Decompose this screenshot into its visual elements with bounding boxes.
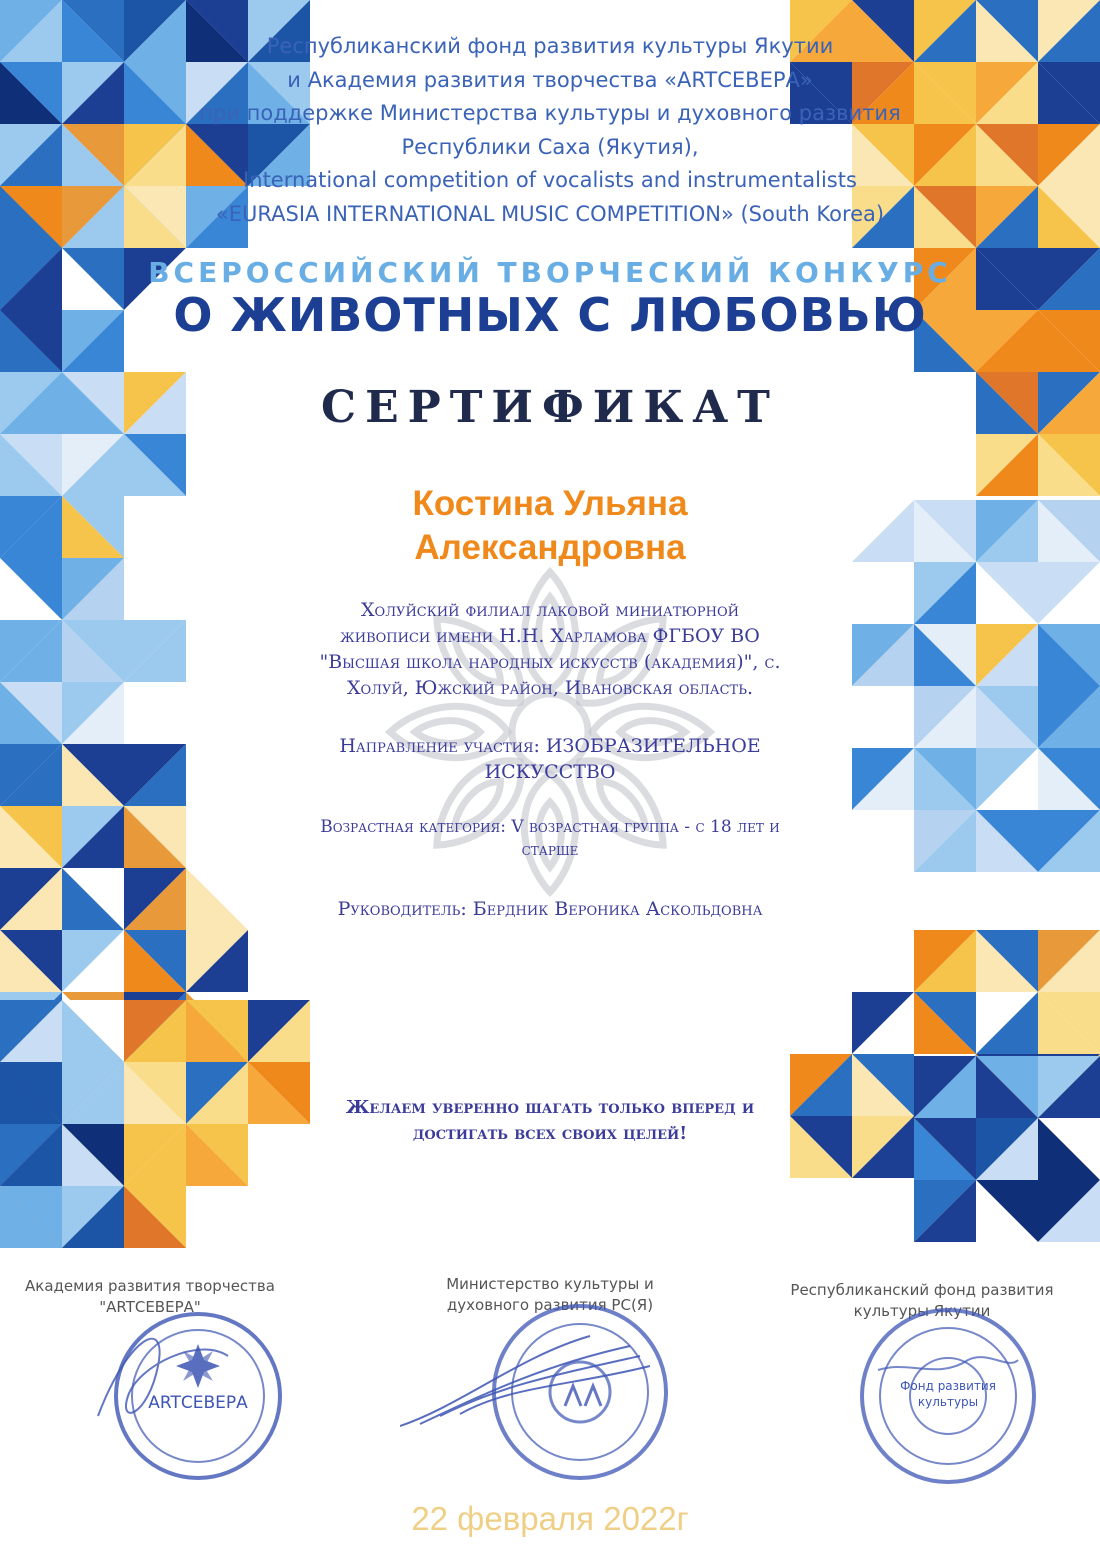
participation-direction <box>0 733 1100 785</box>
wish-text <box>0 1095 1100 1147</box>
leader: Руководитель: Бердник Вероника Аскольдовна <box>337 898 763 920</box>
wish-line: достигать всех своих целей! <box>412 1123 688 1144</box>
direction-line: Направление участия: ИЗОБРАЗИТЕЛЬНОЕ <box>339 735 761 757</box>
signature-label-line: духовного развития РС(Я) <box>446 1296 654 1314</box>
header-line: International competition of vocalists and instrumentalists <box>243 168 857 192</box>
age-line: старше <box>521 840 579 860</box>
contest-title: О ЖИВОТНЫХ С ЛЮБОВЬЮ <box>173 288 927 342</box>
header-line: Республиканский фонд развития культуры Якутии <box>266 34 834 58</box>
organization-line: Холуй, Южский район, Ивановская область. <box>346 677 754 699</box>
certificate-date: 22 февраля 2022г <box>411 1500 689 1537</box>
stamp-text: Фонд развития <box>900 1379 996 1393</box>
recipient-name <box>0 482 1100 570</box>
stamp-text: культуры <box>917 1395 979 1409</box>
signature-label-line: Академия развития творчества <box>25 1277 275 1295</box>
organization-line: Холуйский филиал лаковой миниатюрной <box>361 599 739 621</box>
organization-line: "Высшая школа народных искусств (академия)", с. <box>319 651 781 673</box>
signature-label-line: Министерство культуры и <box>446 1275 654 1293</box>
header-line: «EURASIA INTERNATIONAL MUSIC COMPETITION» (South Korea) <box>215 201 885 226</box>
header-line: и Академия развития творчества «ARTСЕВЕРА» <box>287 67 813 92</box>
contest-subtitle: ВСЕРОССИЙСКИЙ ТВОРЧЕСКИЙ КОНКУРС <box>148 256 952 289</box>
age-line: Возрастная категория: V возрастная группа - с 18 лет и <box>320 817 780 837</box>
recipient-name-line: Александровна <box>414 528 686 567</box>
artsevera-stamp-icon <box>88 1296 288 1486</box>
wish-line: Желаем уверенно шагать только вперед и <box>345 1097 755 1118</box>
fund-stamp-icon <box>848 1300 1048 1490</box>
signature-label-line: "ARTСЕВЕРА" <box>99 1298 201 1316</box>
organizers-header <box>0 30 1100 231</box>
certificate-heading: СЕРТИФИКАТ <box>321 382 779 433</box>
recipient-name-line: Костина Ульяна <box>412 484 688 523</box>
header-line: при поддержке Министерства культуры и духовного развития <box>199 101 901 125</box>
organization-block <box>0 597 1100 701</box>
organization-line: живописи имени Н.Н. Харламова ФГБОУ ВО <box>340 625 760 647</box>
age-category <box>0 816 1100 862</box>
header-line: Республики Саха (Якутия), <box>401 134 699 159</box>
signature-label-line: культуры Якутии <box>853 1302 991 1320</box>
signature-label-line: Республиканский фонд развития <box>790 1281 1054 1299</box>
direction-line: ИСКУССТВО <box>484 761 616 783</box>
ministry-stamp-icon <box>400 1296 680 1486</box>
stamp-text: ARTСЕВЕРА <box>148 1393 248 1413</box>
